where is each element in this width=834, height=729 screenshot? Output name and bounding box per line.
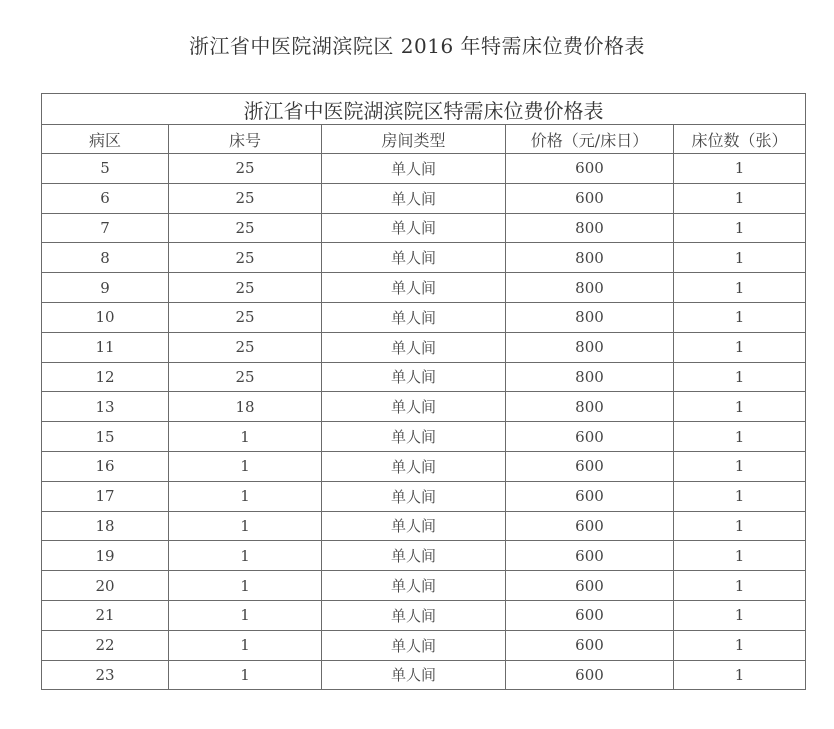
cell-price: 800 (506, 392, 674, 422)
cell-bed-count: 1 (674, 630, 806, 660)
cell-bed-count: 1 (674, 183, 806, 213)
cell-room-type: 单人间 (322, 332, 506, 362)
table-row (42, 600, 806, 630)
cell-bed-count: 1 (674, 362, 806, 392)
table-row (42, 541, 806, 571)
cell-bed-count: 1 (674, 273, 806, 303)
cell-bed-number: 1 (169, 600, 322, 630)
cell-room-type: 单人间 (322, 183, 506, 213)
cell-bed-number: 25 (169, 302, 322, 332)
cell-bed-count: 1 (674, 243, 806, 273)
cell-ward: 13 (42, 392, 169, 422)
cell-price: 800 (506, 332, 674, 362)
cell-ward: 7 (42, 213, 169, 243)
cell-room-type: 单人间 (322, 362, 506, 392)
cell-bed-number: 25 (169, 154, 322, 184)
cell-bed-count: 1 (674, 541, 806, 571)
table-row (42, 571, 806, 601)
price-table (41, 93, 806, 690)
cell-room-type: 单人间 (322, 660, 506, 690)
cell-room-type: 单人间 (322, 273, 506, 303)
cell-ward: 11 (42, 332, 169, 362)
cell-price: 800 (506, 302, 674, 332)
document-title: 浙江省中医院湖滨院区 2016 年特需床位费价格表 (188, 34, 646, 58)
cell-price: 600 (506, 511, 674, 541)
cell-room-type: 单人间 (322, 511, 506, 541)
cell-price: 800 (506, 273, 674, 303)
cell-room-type: 单人间 (322, 571, 506, 601)
cell-bed-count: 1 (674, 571, 806, 601)
cell-bed-count: 1 (674, 213, 806, 243)
cell-bed-count: 1 (674, 511, 806, 541)
cell-price: 600 (506, 600, 674, 630)
cell-ward: 18 (42, 511, 169, 541)
table-row (42, 362, 806, 392)
table-row (42, 660, 806, 690)
table-row (42, 392, 806, 422)
cell-bed-count: 1 (674, 302, 806, 332)
cell-room-type: 单人间 (322, 392, 506, 422)
cell-room-type: 单人间 (322, 422, 506, 452)
cell-ward: 9 (42, 273, 169, 303)
cell-ward: 5 (42, 154, 169, 184)
cell-room-type: 单人间 (322, 243, 506, 273)
cell-ward: 20 (42, 571, 169, 601)
cell-bed-number: 1 (169, 630, 322, 660)
table-row (42, 630, 806, 660)
cell-bed-count: 1 (674, 481, 806, 511)
table-row (42, 273, 806, 303)
cell-ward: 23 (42, 660, 169, 690)
cell-bed-count: 1 (674, 332, 806, 362)
cell-bed-number: 25 (169, 213, 322, 243)
cell-price: 800 (506, 362, 674, 392)
cell-bed-number: 25 (169, 243, 322, 273)
cell-bed-count: 1 (674, 422, 806, 452)
header-ward: 病区 (42, 125, 169, 154)
cell-ward: 12 (42, 362, 169, 392)
table-header-row (42, 125, 806, 154)
cell-bed-count: 1 (674, 600, 806, 630)
header-bed-number: 床号 (169, 125, 322, 154)
header-price: 价格（元/床日） (506, 125, 674, 154)
cell-ward: 6 (42, 183, 169, 213)
table-row (42, 511, 806, 541)
cell-bed-number: 1 (169, 541, 322, 571)
header-bed-count: 床位数（张） (674, 125, 806, 154)
cell-bed-number: 1 (169, 481, 322, 511)
cell-bed-number: 1 (169, 660, 322, 690)
cell-bed-number: 25 (169, 332, 322, 362)
cell-bed-count: 1 (674, 154, 806, 184)
cell-bed-number: 1 (169, 451, 322, 481)
table-row (42, 302, 806, 332)
cell-room-type: 单人间 (322, 630, 506, 660)
cell-room-type: 单人间 (322, 154, 506, 184)
table-row (42, 243, 806, 273)
table-row (42, 451, 806, 481)
cell-ward: 15 (42, 422, 169, 452)
cell-room-type: 单人间 (322, 213, 506, 243)
cell-bed-number: 25 (169, 183, 322, 213)
cell-price: 600 (506, 422, 674, 452)
table-caption: 浙江省中医院湖滨院区特需床位费价格表 (42, 94, 806, 125)
cell-price: 800 (506, 243, 674, 273)
cell-ward: 17 (42, 481, 169, 511)
cell-price: 600 (506, 451, 674, 481)
cell-bed-number: 25 (169, 273, 322, 303)
cell-ward: 10 (42, 302, 169, 332)
cell-bed-number: 1 (169, 422, 322, 452)
cell-room-type: 单人间 (322, 600, 506, 630)
table-row (42, 213, 806, 243)
cell-bed-number: 25 (169, 362, 322, 392)
cell-price: 600 (506, 541, 674, 571)
table-row (42, 183, 806, 213)
cell-price: 600 (506, 154, 674, 184)
cell-ward: 22 (42, 630, 169, 660)
cell-price: 600 (506, 660, 674, 690)
cell-ward: 16 (42, 451, 169, 481)
cell-bed-count: 1 (674, 451, 806, 481)
cell-bed-count: 1 (674, 392, 806, 422)
table-row (42, 422, 806, 452)
cell-bed-number: 18 (169, 392, 322, 422)
table-row (42, 154, 806, 184)
cell-bed-number: 1 (169, 571, 322, 601)
cell-ward: 19 (42, 541, 169, 571)
cell-room-type: 单人间 (322, 451, 506, 481)
cell-room-type: 单人间 (322, 541, 506, 571)
cell-room-type: 单人间 (322, 302, 506, 332)
cell-room-type: 单人间 (322, 481, 506, 511)
cell-bed-number: 1 (169, 511, 322, 541)
table-row (42, 481, 806, 511)
cell-price: 800 (506, 213, 674, 243)
table-body (42, 154, 806, 690)
cell-ward: 8 (42, 243, 169, 273)
table-row (42, 332, 806, 362)
cell-price: 600 (506, 183, 674, 213)
cell-bed-count: 1 (674, 660, 806, 690)
header-room-type: 房间类型 (322, 125, 506, 154)
cell-ward: 21 (42, 600, 169, 630)
cell-price: 600 (506, 481, 674, 511)
cell-price: 600 (506, 571, 674, 601)
cell-price: 600 (506, 630, 674, 660)
